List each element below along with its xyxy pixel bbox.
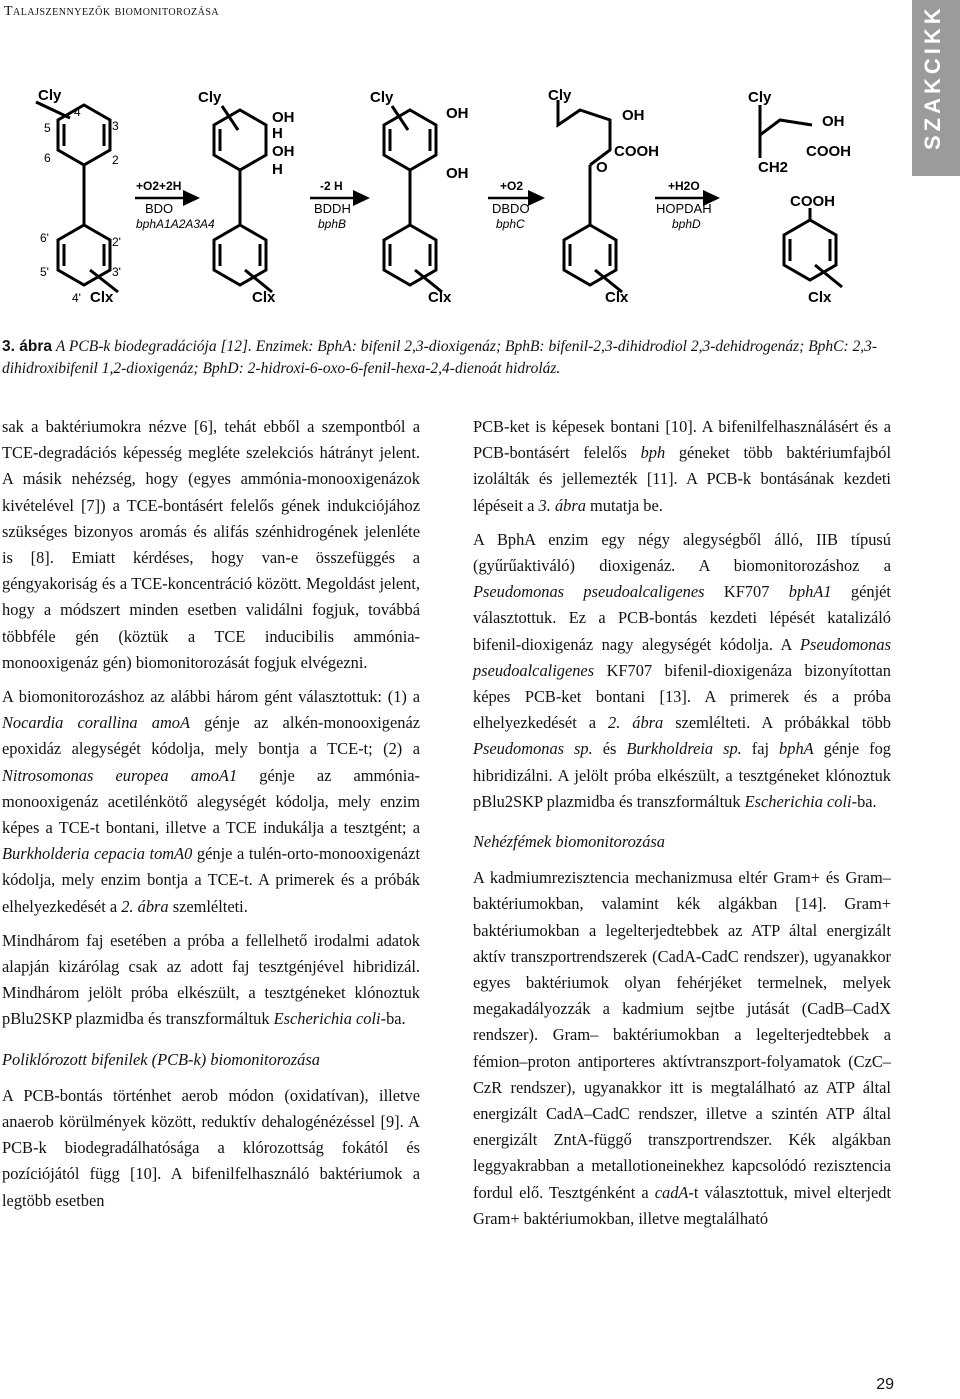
step-reagent: +O2 <box>500 179 524 193</box>
oh-label: OH <box>272 109 295 126</box>
svg-text:2: 2 <box>112 153 119 167</box>
reaction-step-labels <box>136 179 712 231</box>
cly-label: Cly <box>548 87 572 104</box>
svg-text:4: 4 <box>74 105 81 119</box>
page-number: 29 <box>876 1376 894 1393</box>
atom-labels <box>38 87 851 306</box>
step-reagent: -2 H <box>320 179 343 193</box>
svg-text:5: 5 <box>44 121 51 135</box>
clx-label: Clx <box>808 289 832 306</box>
paragraph: PCB-ket is képesek bontani [10]. A bifenilfelhasználásért és a PCB-bontásért felelős bph géneket több baktériumfajból izolálták és jellemezték [11]. A PCB-k bontásának kezdeti lépéseit a 3. ábra mutatja be. <box>473 417 891 515</box>
section-heading: Nehézfémek biomonitorozása <box>473 832 665 852</box>
cooh-label: COOH <box>614 143 659 160</box>
ch2-label: CH2 <box>758 159 789 176</box>
section-heading: Poliklórozott bifenilek (PCB-k) biomonitorozása <box>2 1049 320 1069</box>
step-reagent: +O2+2H <box>136 179 182 193</box>
step-genes: bphB <box>318 217 347 231</box>
clx-label: Clx <box>90 289 114 306</box>
pcb-degradation-scheme <box>0 80 905 320</box>
cly-label: Cly <box>748 89 772 106</box>
cly-label: Cly <box>38 87 62 104</box>
svg-text:5': 5' <box>40 265 49 279</box>
step-reagent: +H2O <box>668 179 700 193</box>
figure-label: 3. ábra <box>2 338 52 355</box>
clx-label: Clx <box>605 289 629 306</box>
svg-text:4': 4' <box>72 291 81 305</box>
clx-label: Clx <box>428 289 452 306</box>
left-column <box>2 414 420 1222</box>
cly-label: Cly <box>370 89 394 106</box>
svg-text:6: 6 <box>44 151 51 165</box>
step-enzyme: HOPDAH <box>656 201 712 216</box>
oh-label: OH <box>822 113 845 130</box>
o-label: O <box>596 159 608 176</box>
h-label: H <box>272 125 283 142</box>
step-genes: bphD <box>672 217 701 231</box>
cly-label: Cly <box>198 89 222 106</box>
oh-label: OH <box>622 107 645 124</box>
paragraph: A BphA enzim egy négy alegységből álló, IIB típusú (gyűrűaktiváló) dioxigenáz. A biomonitorozáshoz a Pseudomonas pseudoalcaligenes KF707 bphA1 génjét választottuk. Ez a PCB-bontás kezdeti lépését katalizáló bifenil-dioxigenáz nagy alegységét kódolja. A Pseudomonas pseudoalcaligenes KF707 bifenil-dioxigenáza bizonyítottan képes PCB-ket bontani [13]. A primerek és a próba elhelyezkedését a 2. ábra szemlélteti. A próbákkal több Pseudomonas sp. és Burkholdreia sp. faj bphA génje fog hibridizálni. A jelölt próba elkészült, a tesztgéneket klónoztuk pBlu2SKP plazmidba és transzformáltuk Escherichia coli-ba. <box>473 529 891 811</box>
figure-caption-text: A PCB-k biodegradációja [12]. Enzimek: BphA: bifenil 2,3-dioxigenáz; BphB: bifenil-2,3-dihidrodiol 2,3-dehidrogenáz; BphC: 2,3-dihidroxibifenil 1,2-dioxigenáz; BphD: 2-hidroxi-6-oxo-6-fenil-hexa-2,4-dienoát hidroláz. <box>2 338 878 377</box>
section-tab <box>912 0 960 176</box>
reaction-arrows <box>135 190 720 206</box>
running-header: Talajszennyezők biomonitorozása <box>4 4 220 19</box>
oh-label: OH <box>446 165 469 182</box>
step-genes: bphC <box>496 217 525 231</box>
section-tab-label: SZAKCIKK <box>920 4 945 150</box>
step-genes: bphA1A2A3A4 <box>136 217 215 231</box>
paragraph: Mindhárom faj esetében a próba a fellelhető irodalmi adatok alapján kizárólag csak az adott faj tesztgénjével hibridizál. Mindhárom jelölt próba elkészült, a tesztgéneket klónoztuk pBlu2SKP plazmidba és transzformáltuk Escherichia coli-ba. <box>2 930 420 1029</box>
paragraph: A PCB-bontás történhet aerob módon (oxidatívan), illetve anaerob körülmények között, reduktív dehalogénézéssel [9]. A PCB-k biodegradálhatósága a klórozottság fokától és pozíciójától függ [10]. A bifenilfelhasználó baktériumok a legtöbb esetben <box>2 1085 420 1210</box>
chemical-bonds <box>36 100 842 292</box>
oh-label: OH <box>272 143 295 160</box>
step-enzyme: BDDH <box>314 201 351 216</box>
cooh-label: COOH <box>806 143 851 160</box>
figure-caption <box>2 336 902 380</box>
clx-label: Clx <box>252 289 276 306</box>
svg-text:3: 3 <box>112 119 119 133</box>
svg-text:3': 3' <box>112 265 121 279</box>
paragraph: A biomonitorozáshoz az alábbi három gént választottuk: (1) a Nocardia corallina amoA génje az alkén-monooxigenáz epoxidáz alegységét kódolja, mely bontja a TCE-t; (2) a Nitrosomonas europea amoA1 génje az ammónia-monooxigenáz acetilénkötő alegységét kódolja, mely enzim képes a TCE-t bontani, illetve a TCE indukálja a tesztgént; a Burkholderia cepacia tomA0 génje a tulén-orto-monooxigenázt kódolja, mely enzim bontja a TCE-t. A primerek és a próbák elhelyezkedését a 2. ábra szemlélteti. <box>2 687 421 916</box>
h-label: H <box>272 161 283 178</box>
svg-text:6': 6' <box>40 231 49 245</box>
svg-text:2': 2' <box>112 235 121 249</box>
paragraph: A kadmiumrezisztencia mechanizmusa eltér Gram+ és Gram– baktériumokban, valamint kék algákban [14]. Gram+ baktériumokban a legelterjedtebbek az ATP által energizált aktív transzportrendszerek (CadA-CadC rendszer), ugyanakkor egyes baktériumok olyan fehérjéket termelnek, melyek megakadályozzák a kadmium sejtbe jutását (CadB–CadX rendszer). Gram– baktériumokban a legelterjedtebbek a fémion–proton antiporteres aktívtranszport-folyamatok (CzC–CzR rendszer), ugyanakkor itt is megtalálható az ATP által energizált CadA–CadC rendszer, illetve a szintén ATP által energizált ZntA-függő transzportrendszer. Kék algákban leggyakrabban a metallotioneinekhez kapcsolódó rezisztencia fordul elő. Tesztgénként a cadA-t választottuk, mivel elterjedt Gram+ baktériumokban, illetve megtalálható <box>473 868 891 1228</box>
cooh-label: COOH <box>790 193 835 210</box>
paragraph: sak a baktériumokra nézve [6], tehát ebből a szempontból a TCE-degradációs képesség megléte szelekciós hátrányt jelent. A másik nehézség, hogy (egyes ammónia-monooxigenázok kivételével [7]) a TCE-bontásért felelős gének indukciójához szükséges bizonyos aromás és alifás szénhidrogének jelenléte is [8]. Emiatt kérdéses, hogy van-e összefüggés a géngyakoriság és a TCE-koncentráció között. Megoldást jelent, hogy a módszert minden esetben validálni fogjuk, továbbá többféle gén (köztük a TCE inducibilis ammónia-monooxigenáz gén) biomonitorozását fogjuk elvégezni. <box>2 417 420 672</box>
step-enzyme: BDO <box>145 201 174 216</box>
right-column <box>473 414 891 1240</box>
step-enzyme: DBDO <box>492 201 530 216</box>
oh-label: OH <box>446 105 469 122</box>
